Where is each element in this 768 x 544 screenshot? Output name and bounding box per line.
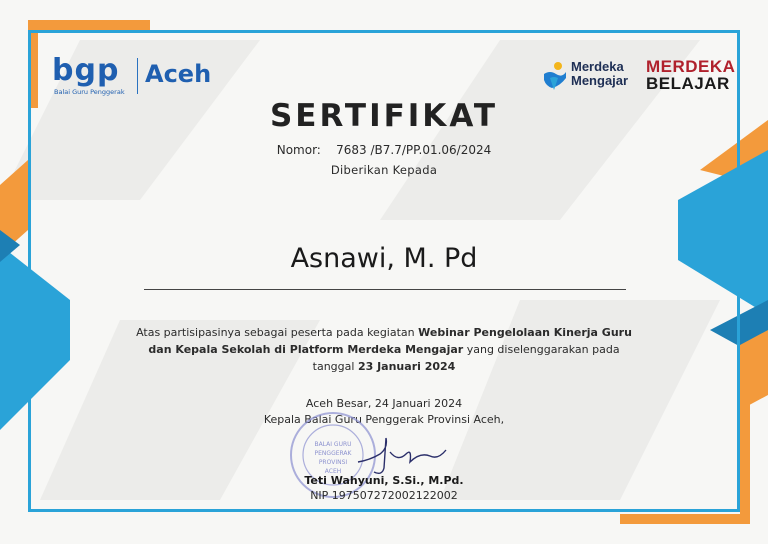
certificate-body [130, 324, 638, 375]
logo-divider [137, 58, 138, 94]
event-date: 23 Januari 2024 [357, 360, 456, 373]
event-name: Webinar Pengelolaan Kinerja Guru dan Kepala Sekolah di Platform Merdeka Mengajar [148, 326, 632, 356]
bgp-subtitle: Balai Guru Penggerak [54, 88, 125, 96]
body-mid: yang diselenggarakan pada tanggal [312, 343, 620, 373]
bgp-logo [52, 53, 132, 98]
merdeka-mengajar-logo [571, 60, 628, 88]
name-underline [144, 289, 626, 290]
merdeka-belajar-line1: MERDEKA [646, 57, 736, 76]
certificate-title: SERTIFIKAT [269, 98, 499, 134]
svg-text:PENGGERAK: PENGGERAK [314, 450, 352, 457]
number-suffix: /B7.7/PP.01.06/2024 [370, 143, 492, 157]
merdeka-mengajar-icon [540, 60, 570, 92]
merdeka-mengajar-line2: Mengajar [571, 73, 629, 88]
number-value: 7683 [336, 143, 367, 157]
merdeka-belajar-logo [646, 58, 735, 92]
handwritten-signature [350, 432, 450, 480]
place-date: Aceh Besar, 24 Januari 2024 [305, 397, 463, 410]
given-to-label: Diberikan Kepada [330, 163, 438, 177]
number-label: Nomor: [276, 143, 321, 157]
merdeka-belajar-line2: BELAJAR [646, 74, 730, 93]
signer-position: Kepala Balai Guru Penggerak Provinsi Aceh, [263, 413, 505, 426]
svg-text:BALAI GURU: BALAI GURU [314, 441, 352, 448]
bgp-logo-text: bgp [52, 53, 120, 88]
svg-text:PROVINSI: PROVINSI [318, 459, 348, 466]
signer-nip: NIP 197507272002122002 [310, 489, 458, 502]
signer-name: Teti Wahyuni, S.Si., M.Pd. [304, 474, 464, 487]
merdeka-mengajar-line1: Merdeka [571, 59, 624, 74]
certificate-number [0, 143, 768, 157]
region-label: Aceh [145, 60, 212, 88]
body-prefix: Atas partisipasinya sebagai peserta pada kegiatan [136, 326, 419, 339]
svg-text:ACEH: ACEH [324, 468, 342, 475]
recipient-name: Asnawi, M. Pd [290, 243, 478, 274]
